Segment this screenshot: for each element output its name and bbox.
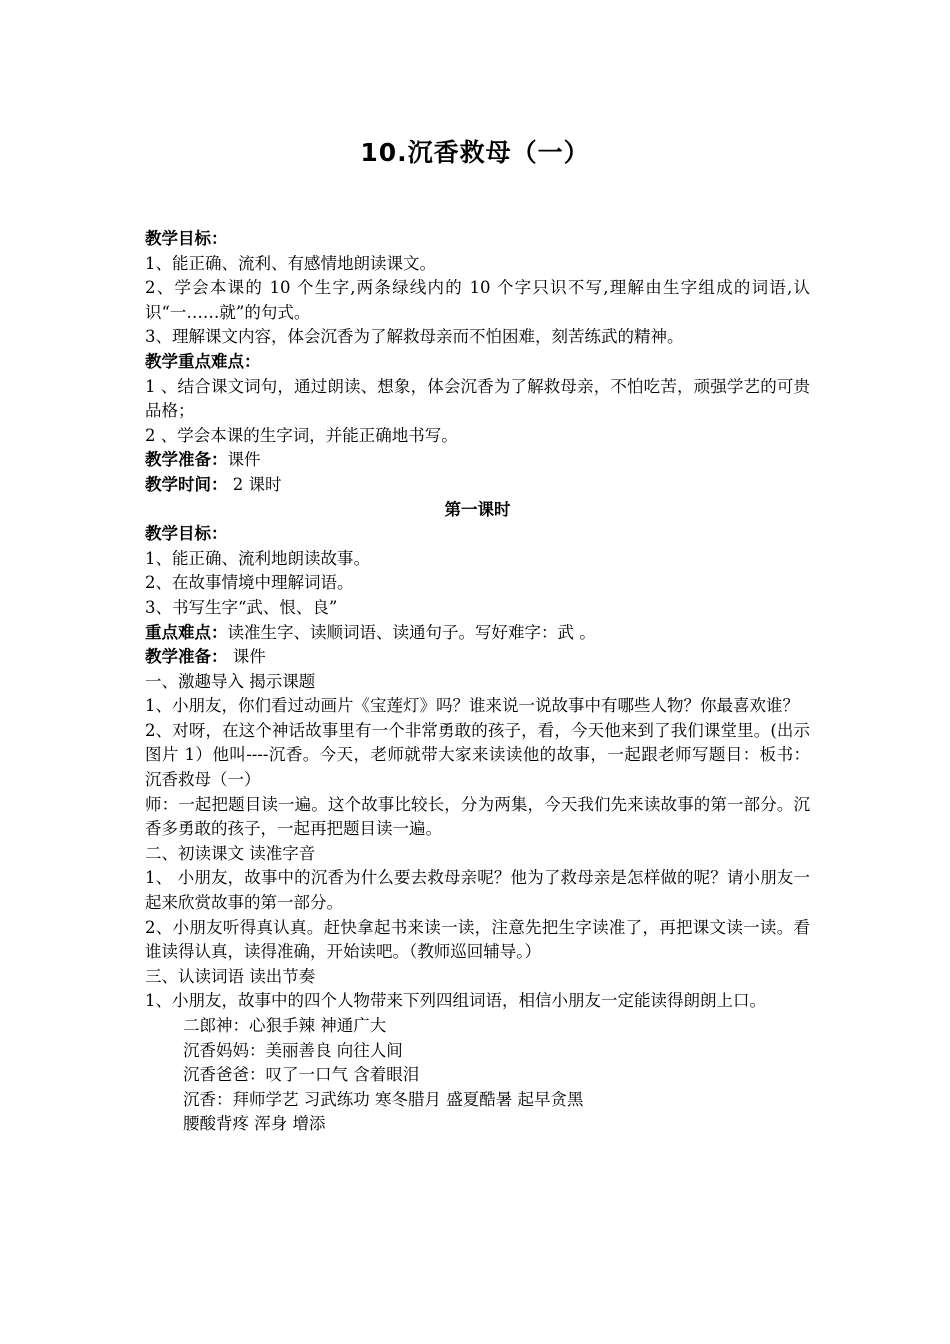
- section-heading: 一、激趣导入 揭示课题: [145, 671, 316, 691]
- prep-row: [145, 448, 810, 473]
- prep-value: 课件: [227, 450, 261, 470]
- goal-item: 3、理解课文内容，体会沉香为了解救母亲而不怕困难，刻苦练武的精神。: [145, 327, 684, 347]
- page-title: 10.沉香救母（一）: [360, 138, 590, 167]
- key-points-heading: 教学重点难点：: [145, 351, 261, 371]
- lesson1-prep-value: 课件: [227, 647, 266, 667]
- key-point-item: 1 、结合课文词句，通过朗读、想象，体会沉香为了解救母亲，不怕吃苦，顽强学艺的可贵品格；: [145, 376, 810, 421]
- section-heading: 二、初读课文 读准字音: [145, 843, 316, 863]
- word-group: 沉香爸爸：叹了一口气 含着眼泪: [183, 1065, 420, 1085]
- lesson1-goal-item: 2、在故事情境中理解词语。: [145, 573, 354, 593]
- word-group: 二郎神：心狠手辣 神通广大: [183, 1016, 387, 1035]
- section-paragraph: 1、小朋友，故事中的四个人物带来下列四组词语，相信小朋友一定能读得朗朗上口。: [145, 991, 766, 1011]
- goal-item: 2、学会本课的 10 个生字,两条绿线内的 10 个字只识不写,理解由生字组成的词语,认识“一……就”的句式。: [145, 278, 810, 322]
- lesson1-prep-label: 教学准备：: [145, 647, 228, 667]
- goals-heading: 教学目标：: [145, 229, 228, 248]
- section-paragraph: 1、 小朋友，故事中的沉香为什么要去救母亲呢？他为了救母亲是怎样做的呢？请小朋友一起来欣赏故事的第一部分。: [145, 868, 810, 913]
- section-paragraph: 2、小朋友听得真认真。赶快拿起书来读一读，注意先把生字读准了，再把课文读一读。看谁读得认真，读得准确，开始读吧。（教师巡回辅导。）: [145, 917, 810, 962]
- lesson1-heading: 第一课时: [444, 499, 511, 519]
- lesson1-goal-item: 3、书写生字“武、恨、良”: [145, 597, 338, 617]
- time-row: [145, 473, 810, 498]
- lesson1-goals-heading: 教学目标：: [145, 524, 228, 544]
- key-point-item: 2 、学会本课的生字词，并能正确地书写。: [145, 425, 458, 445]
- word-group: 沉香：拜师学艺 习武练功 寒冬腊月 盛夏酷暑 起早贪黑: [183, 1089, 584, 1109]
- lesson1-goal-item: 1、能正确、流利地朗读故事。: [145, 548, 370, 568]
- time-label: 教学时间：: [145, 474, 228, 494]
- section-heading: 三、认读词语 读出节奏: [145, 966, 316, 986]
- goal-item: 1、能正确、流利、有感情地朗读课文。: [145, 253, 436, 273]
- lesson1-key-row: [145, 621, 810, 646]
- word-group: 沉香妈妈：美丽善良 向往人间: [183, 1040, 403, 1060]
- lesson1-key-label: 重点难点：: [145, 622, 228, 642]
- time-value: 2 课时: [227, 474, 282, 494]
- word-group: 腰酸背疼 浑身 增添: [183, 1114, 326, 1134]
- section-paragraph: 1、小朋友，你们看过动画片《宝莲灯》吗？谁来说一说故事中有哪些人物？你最喜欢谁？: [145, 696, 799, 716]
- prep-label: 教学准备：: [145, 450, 228, 470]
- lesson1-key-value: 读准生字、读顺词语、读通句子。写好难字：武 。: [227, 622, 596, 642]
- section-paragraph: 2、对呀，在这个神话故事里有一个非常勇敢的孩子，看，今天他来到了我们课堂里。(出示图片 1）他叫----沉香。今天，老师就带大家来读读他的故事，一起跟老师写题目：板书：沉香救母（一）: [145, 720, 810, 790]
- lesson1-prep-row: [145, 645, 810, 670]
- document-body: [145, 227, 810, 1137]
- section-paragraph: 师：一起把题目读一遍。这个故事比较长，分为两集，今天我们先来读故事的第一部分。沉香多勇敢的孩子，一起再把题目读一遍。: [145, 794, 810, 839]
